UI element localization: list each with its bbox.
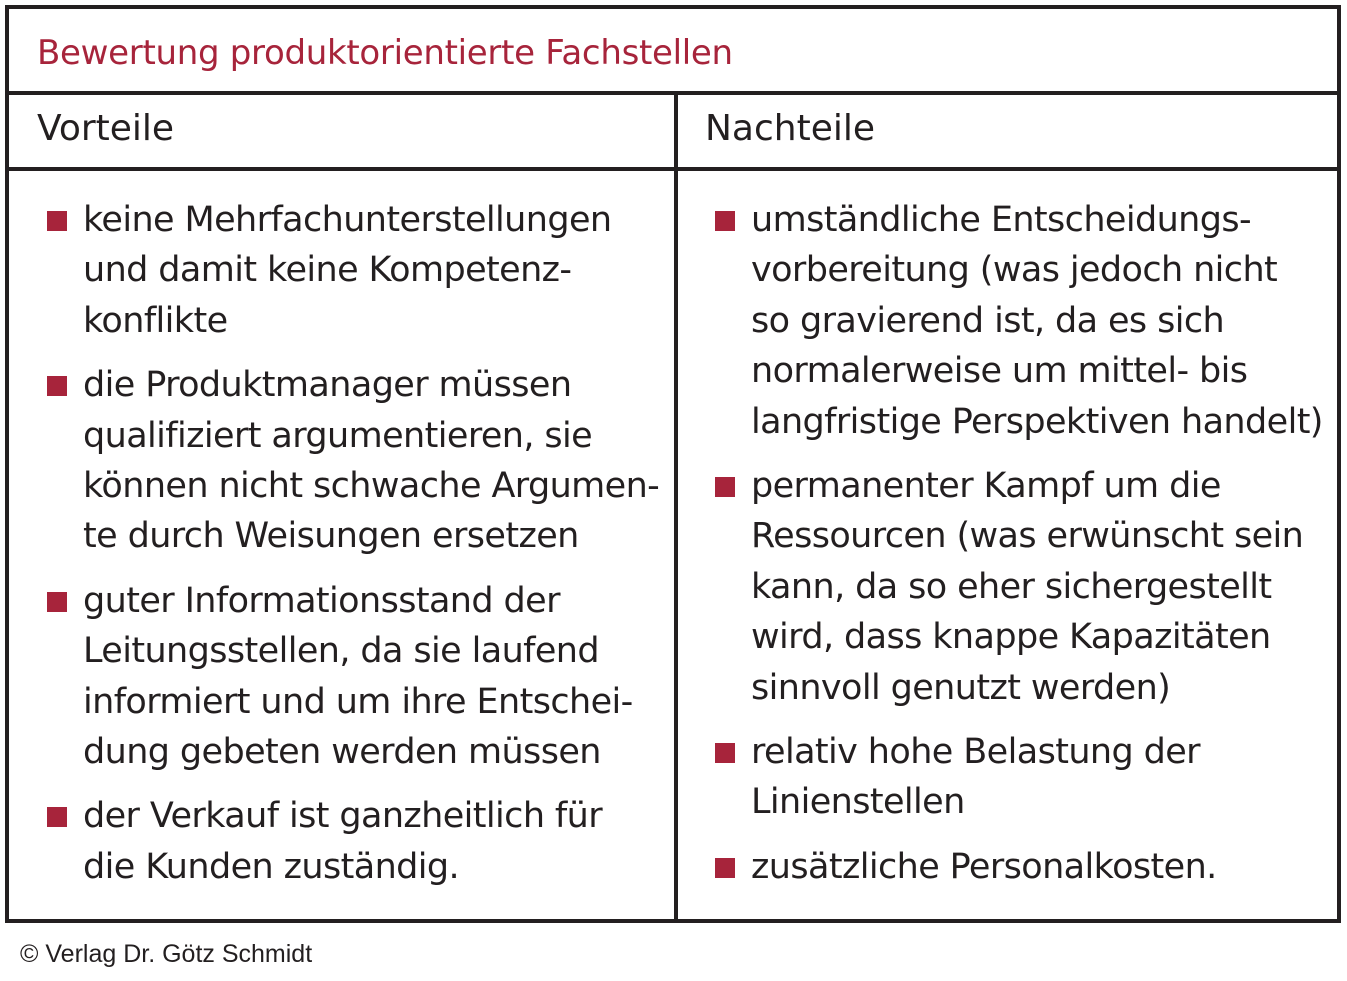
- nachteil-item: [711, 842, 1331, 892]
- vorteil-item-line: konflikte: [83, 300, 228, 341]
- vorteile-list: [43, 195, 663, 892]
- table-title: Bewertung produktorientierte Fachstellen: [37, 33, 733, 73]
- vorteil-item-line: guter Informationsstand der: [83, 580, 560, 621]
- nachteil-item-line: langfristige Perspektiven handelt): [751, 401, 1323, 442]
- vorteil-item: [43, 791, 663, 892]
- bullet-square-icon: [47, 807, 67, 827]
- vorteil-item: [43, 360, 663, 562]
- nachteil-item-line: Linienstellen: [751, 782, 965, 823]
- nachteil-item-line: permanenter Kampf um die: [751, 466, 1221, 507]
- column-divider: [674, 95, 678, 919]
- nachteil-item-line: sinnvoll genutzt werden): [751, 667, 1171, 708]
- vorteil-item-line: dung gebeten werden müssen: [83, 732, 601, 773]
- nachteil-item-line: vorbereitung (was jedoch nicht: [751, 250, 1278, 291]
- vorteil-item-line: te durch Weisungen ersetzen: [83, 516, 579, 557]
- nachteil-item: [711, 195, 1331, 447]
- nachteile-column: [711, 195, 1331, 906]
- nachteil-item-line: Ressourcen (was erwünscht sein: [751, 516, 1304, 557]
- copyright-credit: © Verlag Dr. Götz Schmidt: [20, 940, 313, 968]
- vorteil-item-line: können nicht schwache Argumen-: [83, 466, 660, 507]
- bullet-square-icon: [47, 592, 67, 612]
- nachteil-item: [711, 727, 1331, 828]
- vorteil-item-line: der Verkauf ist ganzheitlich für: [83, 796, 603, 837]
- vorteil-item: [43, 195, 663, 346]
- column-header-vorteile: Vorteile: [37, 108, 175, 149]
- bullet-square-icon: [715, 858, 735, 878]
- table-title-row: [9, 9, 1337, 95]
- nachteil-item-line: normalerweise um mittel- bis: [751, 351, 1248, 392]
- bullet-square-icon: [47, 211, 67, 231]
- bullet-square-icon: [715, 743, 735, 763]
- nachteil-item-line: relativ hohe Belastung der: [751, 732, 1200, 773]
- nachteil-item-line: so gravierend ist, da es sich: [751, 300, 1225, 341]
- vorteil-item-line: informiert und um ihre Entschei-: [83, 681, 633, 722]
- nachteile-list: [711, 195, 1331, 892]
- vorteil-item-line: und damit keine Kompetenz-: [83, 250, 572, 291]
- vorteil-item-line: die Produktmanager müssen: [83, 365, 572, 406]
- nachteil-item-line: umständliche Entscheidungs-: [751, 200, 1252, 240]
- bullet-square-icon: [715, 477, 735, 497]
- vorteil-item: [43, 576, 663, 778]
- vorteil-item-line: keine Mehrfachunterstellungen: [83, 200, 612, 240]
- nachteil-item-line: wird, dass knappe Kapazitäten: [751, 617, 1271, 658]
- vorteil-item-line: die Kunden zuständig.: [83, 846, 460, 887]
- nachteil-item: [711, 461, 1331, 713]
- vorteile-column: [43, 195, 663, 906]
- column-header-nachteile: Nachteile: [705, 108, 876, 149]
- nachteil-item-line: kann, da so eher sichergestellt: [751, 566, 1272, 607]
- evaluation-table: [5, 5, 1341, 923]
- table-header-row: [9, 95, 1337, 171]
- nachteil-item-line: zusätzliche Personalkosten.: [751, 846, 1217, 887]
- bullet-square-icon: [47, 376, 67, 396]
- bullet-square-icon: [715, 211, 735, 231]
- vorteil-item-line: Leitungsstellen, da sie laufend: [83, 631, 600, 672]
- vorteil-item-line: qualifiziert argumentieren, sie: [83, 415, 593, 456]
